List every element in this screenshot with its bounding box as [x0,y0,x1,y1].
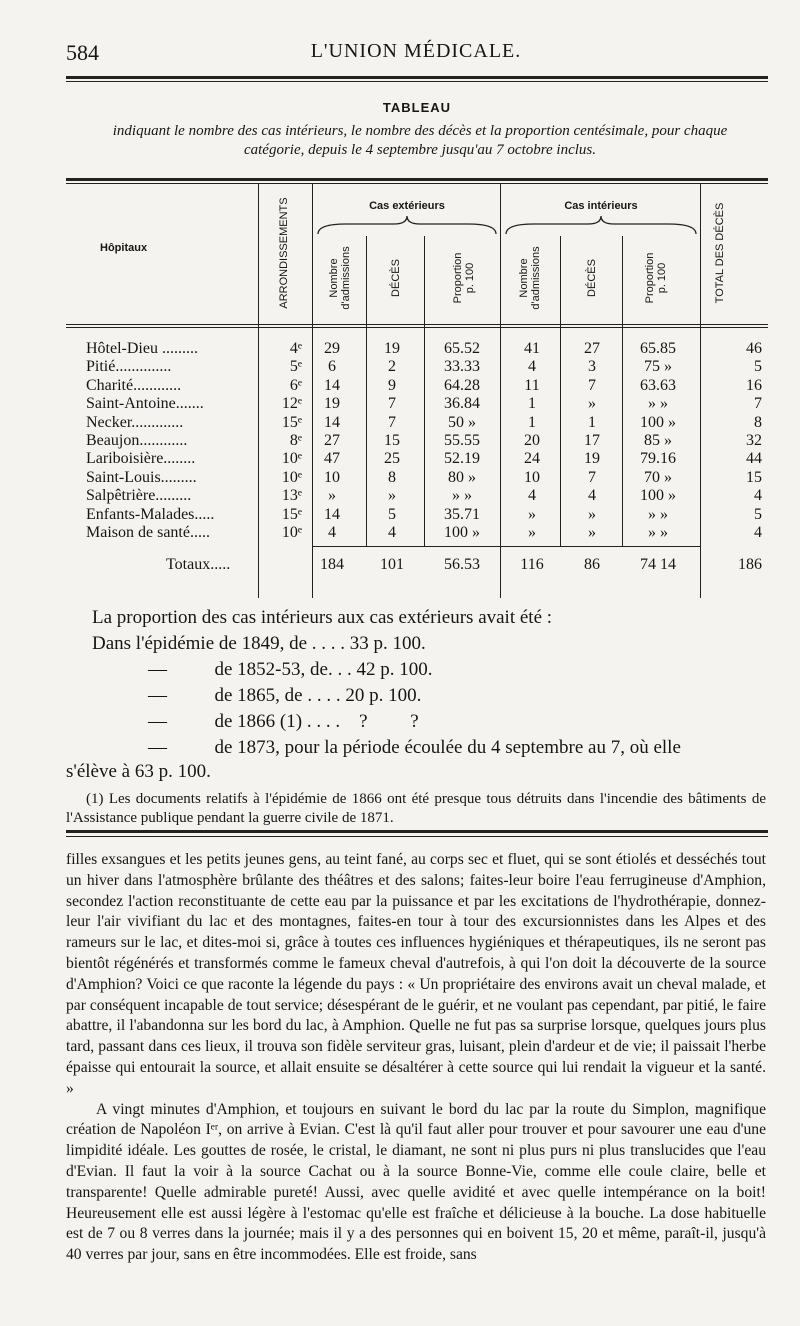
header-proportion-int [644,238,668,318]
epidemic-line-1866: — de 1866 (1) . . . . ? ? [148,711,419,732]
table-row [66,506,768,524]
header-nombre-ext [328,238,352,318]
cell-d1: » [388,487,396,505]
cell-p1: 65.52 [444,340,480,357]
cell-p1: 100 » [444,524,480,541]
cell-name: Pitié.............. [86,358,172,376]
cell-arr: 15ᵉ [281,413,302,431]
separator-rule [66,830,768,833]
cell-n1: 4 [328,524,336,541]
epidemic-line-1873: — de 1873, pour la période écoulée du 4 septembre au 7, où elle [148,737,681,758]
table-row [66,358,768,376]
cell-p2: » » [648,395,668,413]
cell-d2: » [588,524,596,541]
cell-name: Charité............ [86,376,182,394]
header-total-deces: TOTAL DES DÉCÈS [714,202,726,304]
totals-p2: 74 14 [640,556,676,573]
cell-p1: 55.55 [444,432,480,449]
table-row [66,450,768,468]
table-top-rule-thin [66,183,768,184]
cell-arr: 6ᵉ [289,376,302,394]
cell-name: Necker............. [86,413,184,431]
cell-arr: 15ᵉ [281,505,302,523]
header-rule-thin [66,81,768,82]
cell-p2: 85 » [644,432,672,449]
cell-p2: 70 » [644,468,672,486]
header-hopitaux: Hôpitaux [100,242,148,254]
cell-d2: 1 [588,413,596,431]
epidemic-line-1852: — de 1852-53, de. . . 42 p. 100. [148,659,433,680]
cell-p2: 63.63 [640,376,676,394]
cell-p1: 80 » [448,468,476,486]
cell-arr: 5ᵉ [289,358,302,376]
cell-p1: 64.28 [444,376,480,394]
cell-d2: 3 [588,358,596,376]
epidemic-intro: La proportion des cas intérieurs aux cas extérieurs avait été : [92,607,553,628]
cell-name: Beaujon............ [86,432,188,449]
cell-p1: 50 » [448,413,476,431]
header-deces-int: DÉCÈS [586,259,598,297]
table-row [66,432,768,450]
cell-n1: » [328,487,336,505]
cell-arr: 13ᵉ [281,487,302,505]
cell-p2: 65.85 [640,340,676,357]
table-row [66,395,768,413]
brace-interieurs [504,214,698,236]
table-row [66,340,768,358]
cell-d1: 25 [384,450,400,468]
cell-name: Hôtel-Dieu ......... [86,340,198,357]
cell-n2: 1 [528,395,536,413]
cell-tot: 7 [754,395,762,413]
totals-row [66,556,768,574]
totals-n2: 116 [520,556,544,573]
header-arrondissements: ARRONDISSEMENTS [278,197,290,309]
cell-arr: 12ᵉ [281,395,302,413]
cell-p1: 35.71 [444,505,480,523]
cell-d1: 19 [384,340,400,357]
epidemic-line-result: s'élève à 63 p. 100. [66,761,211,782]
cell-n1: 6 [328,358,336,376]
cell-name: Maison de santé..... [86,524,210,541]
cell-d2: 17 [584,432,600,449]
table-row [66,524,768,542]
header-proportion-ext-text: Proportion p. 100 [452,252,476,304]
cell-name: Lariboisière........ [86,450,196,468]
cell-d2: 27 [584,340,600,357]
table-row [66,414,768,432]
cell-p2: 79.16 [640,450,676,468]
cell-tot: 44 [746,450,762,468]
cell-n1: 47 [324,450,340,468]
header-nombre-int [518,238,542,318]
header-proportion-ext [452,238,476,318]
cell-n2: 20 [524,432,540,449]
totals-d2: 86 [584,556,600,573]
cell-n1: 27 [324,432,340,449]
cell-n2: » [528,524,536,541]
cell-d2: 7 [588,376,596,394]
cell-arr: 4ᵉ [289,340,302,357]
cell-d1: 2 [388,358,396,376]
cell-p1: » » [452,487,472,505]
brace-exterieurs [316,214,498,236]
cell-tot: 5 [754,358,762,376]
running-title: L'UNION MÉDICALE. [310,40,522,62]
cell-n1: 29 [324,340,340,357]
header-nombre-ext-text: Nombre d'admissions [328,246,352,310]
cell-name: Saint-Antoine....... [86,395,204,413]
group-cas-exterieurs: Cas extérieurs [369,200,445,212]
cell-n1: 14 [324,376,340,394]
totals-label: Totaux..... [166,556,231,573]
table-header-rule-2 [66,327,768,328]
totals-n1: 184 [320,556,344,573]
cell-p1: 36.84 [444,395,480,413]
cell-d1: 9 [388,376,396,394]
cell-d2: 19 [584,450,600,468]
cell-n2: 10 [524,468,540,486]
table-row [66,487,768,505]
cell-arr: 8ᵉ [289,432,302,449]
separator-rule-thin [66,836,768,837]
cell-d1: 7 [388,395,396,413]
epidemic-line-1865: — de 1865, de . . . . 20 p. 100. [148,685,422,706]
cell-n2: 24 [524,450,540,468]
totals-p1: 56.53 [444,556,480,573]
group-cas-interieurs: Cas intérieurs [564,200,638,212]
paragraph-1: filles exsangues et les petits jeunes gens, au teint fané, au corps sec et fluet, qui se sont étiolés et desséchés tout un hiver dans l'atmosphère brûlante des théâtres et des salons; faites-leur boire l'eau ferrugineuse d'Amphion, secondez l'action reconstituante de cette eau par la puissance et par les excitations de l'hydrothérapie, donnez-leur l'air vivifiant du lac et des montagnes, faites-en tour à tour des excursionnistes dans les Alpes et des rameurs sur le lac, et dites-moi si, grâce à toutes ces influences hygiéniques et thérapeutiques, ils ne seront pas bientôt régénérés et transformés comme le fameux cheval d'autrefois, à qui l'on doit la découverte de la source d'Amphion? Voici ce que raconte la légende du pays : « Un propriétaire des environs avait un cheval malade, et par conséquent incapable de tout service; désespérant de le guérir, et ne voulant pas cependant, par pitié, le faire abattre, il l'abandonna sur les bord du lac, à Amphion. Quelle ne fut pas sa surprise lorsque, quelques jours plus tard, passant dans ces lieux, il trouva son fidèle serviteur gras, luisant, plein d'ardeur et de vie; il paissait l'herbe épaisse qui entourait la source, et allait ensuite se désaltérer à cette source qui lui rendait la vigueur et la santé. » [66,851,766,1097]
paragraph-2: A vingt minutes d'Amphion, et toujours en suivant le bord du lac par la route du Simplon, magnifique création de Napoléon Iᵉʳ, on arrive à Evian. C'est là qu'il faut aller pour trouver et pour savourer une eau d'une limpidité idéale. Les gouttes de rosée, le cristal, le diamant, ne sont ni plus purs ni plus translucides que l'eau d'Evian. Il faut la voir à la source Cachat ou à la source Bonne-Vie, comme elle coule claire, belle et transparente! Quelle admirable pureté! Aussi, avec quelle avidité et avec quelle intempérance on la boit! Heureusement elle est aussi légère à l'estomac qu'elle est fraîche et délicieuse à la bouche. La dose habituelle est de 7 ou 8 verres dans la journée; mais il y a des personnes qui en boivent 15, 20 et même, paraît-il, jusqu'à 40 verres par jour, sans en être incommodées. Elle est froide, sans [66,1100,766,1264]
cell-d1: 5 [388,505,396,523]
footnote: (1) Les documents relatifs à l'épidémie de 1866 ont été presque tous détruits dans l'incendie des bâtiments de l'Assistance publique pendant la guerre civile de 1871. [66,791,766,826]
cell-n1: 14 [324,505,340,523]
cell-tot: 32 [746,432,762,449]
cell-p2: » » [648,505,668,523]
cell-d2: 7 [588,468,596,486]
header-nombre-int-text: Nombre d'admissions [518,246,542,310]
cell-n1: 10 [324,468,340,486]
article-body [66,850,766,1266]
statistics-table [66,178,768,598]
table-row [66,377,768,395]
totals-d1: 101 [380,556,404,573]
cell-arr: 10ᵉ [281,524,302,541]
totals-tot: 186 [738,556,762,573]
cell-p2: 75 » [644,358,672,376]
cell-p1: 33.33 [444,358,480,376]
cell-tot: 8 [754,413,762,431]
cell-arr: 10ᵉ [281,468,302,486]
cell-d2: » [588,395,596,413]
cell-d1: 4 [388,524,396,541]
cell-p2: » » [648,524,668,541]
cell-n2: 1 [528,413,536,431]
totals-rule [312,546,700,547]
table-title: TABLEAU [382,100,452,115]
header-deces-ext: DÉCÈS [390,259,402,297]
cell-n1: 19 [324,395,340,413]
cell-tot: 16 [746,376,762,394]
cell-name: Saint-Louis......... [86,468,197,486]
page-header [66,40,766,70]
cell-arr: 10ᵉ [281,450,302,468]
cell-d1: 8 [388,468,396,486]
cell-n2: 41 [524,340,540,357]
cell-d2: » [588,505,596,523]
header-proportion-int-text: Proportion p. 100 [644,252,668,304]
cell-d1: 15 [384,432,400,449]
cell-tot: 15 [746,468,762,486]
cell-n1: 14 [324,413,340,431]
cell-d2: 4 [588,487,596,505]
cell-tot: 5 [754,505,762,523]
cell-n2: » [528,505,536,523]
table-header-rule [66,324,768,325]
cell-tot: 4 [754,524,762,541]
header-rule [66,76,768,79]
cell-tot: 46 [746,340,762,357]
cell-d1: 7 [388,413,396,431]
cell-name: Enfants-Malades..... [86,505,215,523]
table-subtitle: indiquant le nombre des cas intérieurs, le nombre des décès et la proportion centésimale, pour chaque catégorie, depuis le 4 septembre jusqu'au 7 octobre inclus. [112,123,728,158]
cell-n2: 4 [528,487,536,505]
table-row [66,469,768,487]
cell-p2: 100 » [640,487,676,505]
cell-n2: 11 [524,376,540,394]
cell-name: Salpêtrière......... [86,487,192,505]
table-top-rule [66,178,768,181]
cell-n2: 4 [528,358,536,376]
epidemic-line-1849: Dans l'épidémie de 1849, de . . . . 33 p. 100. [92,633,426,654]
cell-tot: 4 [754,487,762,505]
page-number: 584 [66,40,99,65]
cell-p1: 52.19 [444,450,480,468]
cell-p2: 100 » [640,413,676,431]
